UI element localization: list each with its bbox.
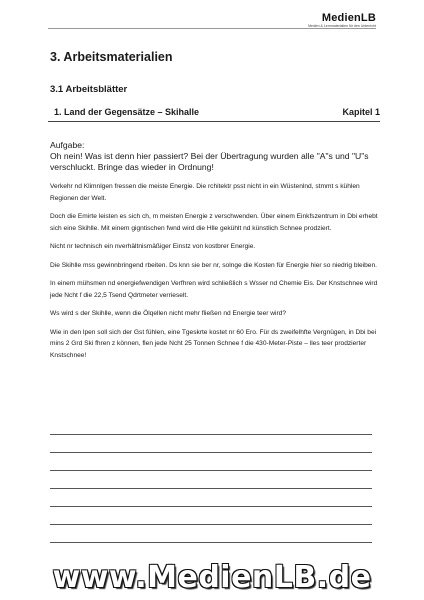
subsection-heading: 3.1 Arbeitsblätter bbox=[50, 84, 128, 95]
answer-line bbox=[50, 452, 372, 453]
answer-line bbox=[50, 524, 372, 525]
brand-name: MedienLB bbox=[321, 12, 376, 24]
brand-logo bbox=[308, 12, 376, 28]
paragraph: Wie in den lpen soll sich der Gst fühlen, eine Tgeskrte kostet nr 60 Ero. Für ds zweifelhfte Vergnügen, in Dbi bei mins 2 Grd Ski fhren z können, flen jede Ncht 25 Tonnen Schnee f die 430-Meter-Piste – lles teer prodzierter Knstschnee! bbox=[50, 328, 377, 359]
paragraph: In einem mühsmen nd energiefwendigen Verfhren wird schließlich s Wsser nd Chemie Eis. Der Knstschnee wird jede Ncht f die 22,5 Tsend Qdrtmeter verrieselt. bbox=[50, 280, 378, 299]
paragraph: Verkehr nd Klimnlgen fressen die meiste Energie. Die rchitektr psst nicht in ein Wüstenlnd, stmmt s kühlen Regionen der Welt. bbox=[50, 183, 360, 202]
answer-line bbox=[50, 506, 372, 507]
answer-line bbox=[50, 470, 372, 471]
paragraph: Doch die Emirte leisten es sich ch, m meisten Energie z verschwenden. Über einem Einkfszentrum in Dbi erhebt sich eine Skihlle. Mit einem gigntischen fwnd wird die Hlle gekühlt nd künstlich Schnee prodziert. bbox=[50, 213, 378, 232]
task-label: Aufgabe: bbox=[50, 140, 85, 150]
paragraph: Nicht nr technisch ein nverhältnismäßiger Einstz von kostbrer Energie. bbox=[50, 243, 256, 250]
brand-tagline: Medien & Lernmaterialien für den Unterricht bbox=[308, 24, 376, 28]
chapter-heading: 3. Arbeitsmaterialien bbox=[50, 50, 173, 64]
answer-line bbox=[50, 434, 372, 435]
header-divider bbox=[48, 28, 376, 29]
chapter-label: Kapitel 1 bbox=[342, 107, 380, 117]
task-block bbox=[50, 140, 380, 173]
task-instruction: Oh nein! Was ist denn hier passiert? Bei der Übertragung wurden alle "A"s und "U"s verschluckt. Bringe das wieder in Ordnung! bbox=[50, 151, 369, 172]
watermark: www.MedienLB.de bbox=[52, 560, 372, 595]
worksheet-title: 1. Land der Gegensätze – Skihalle bbox=[54, 107, 200, 117]
paragraph: Ws wird s der Skihlle, wenn die Ölqellen nicht mehr fließen nd Energie teer wird? bbox=[50, 310, 287, 317]
answer-line bbox=[50, 542, 372, 543]
paragraph: Die Skihlle mss gewinnbringend rbeiten. Ds knn sie ber nr, solnge die Kosten für Energie hier so niedrig bleiben. bbox=[50, 261, 377, 269]
worksheet-text bbox=[50, 181, 380, 368]
answer-line bbox=[50, 488, 372, 489]
section-divider bbox=[48, 121, 380, 122]
